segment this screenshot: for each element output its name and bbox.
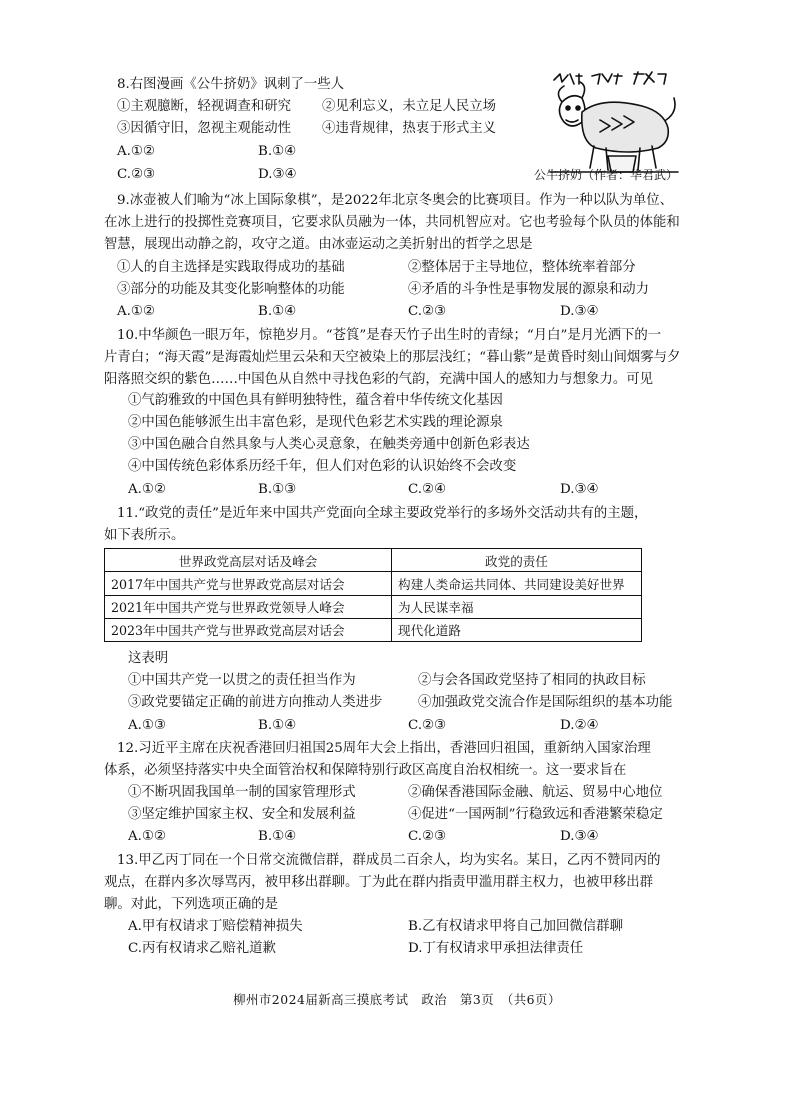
q12-answer-b: B.①④ <box>258 829 297 844</box>
q13-stem-line-3: 聊。对此，下列选项正确的是 <box>104 897 279 912</box>
q12-answer-a: A.①② <box>128 829 166 844</box>
q9-option-4: ④矛盾的斗争性是事物发展的源泉和动力 <box>408 282 650 297</box>
q10-answer-c: C.②④ <box>408 482 447 497</box>
cartoon-image <box>548 68 680 176</box>
q13-option-d: D.丁有权请求甲承担法律责任 <box>408 941 584 956</box>
q9-stem-line-2: 在冰上进行的投掷性竞赛项目，它要求队员融为一体，共同机智应对。它也考验每个队员的体能和 <box>104 215 680 230</box>
q12-stem-line-2: 体系，必须坚持落实中央全面管治权和保障特别行政区高度自治权相统一。这一要求旨在 <box>104 763 627 778</box>
table-header-responsibility: 政党的责任 <box>392 549 642 572</box>
q8-option-2: ②见利忘义，未立足人民立场 <box>322 99 497 114</box>
q10-answer-a: A.①② <box>128 482 166 497</box>
q8-answer-c: C.②③ <box>117 167 156 182</box>
q12-answer-c: C.②③ <box>408 829 447 844</box>
q11-lead: 这表明 <box>128 651 169 666</box>
q11-stem-line-2: 如下表所示。 <box>104 528 185 543</box>
q13-option-a: A.甲有权请求丁赔偿精神损失 <box>128 919 303 934</box>
table-cell: 2021年中国共产党与世界政党领导人峰会 <box>105 595 392 618</box>
q9-option-2: ②整体居于主导地位，整体统率着部分 <box>408 260 636 275</box>
q8-answer-d: D.③④ <box>258 167 297 182</box>
q11-answer-b: B.①④ <box>258 718 297 733</box>
q10-option-1: ①气韵雅致的中国色具有鲜明独特性，蕴含着中华传统文化基因 <box>128 393 503 408</box>
q13-option-c: C.丙有权请求乙赔礼道歉 <box>128 941 276 956</box>
table-cell: 现代化道路 <box>392 618 642 641</box>
q10-option-4: ④中国传统色彩体系历经千年，但人们对色彩的认识始终不会改变 <box>128 459 517 474</box>
q12-stem-line-1: 12.习近平主席在庆祝香港回归祖国25周年大会上指出，香港回归祖国，重新纳入国家治理 <box>117 741 651 756</box>
q9-stem-line-3: 智慧，展现出动静之韵，攻守之道。由冰壶运动之美折射出的哲学之思是 <box>104 237 533 252</box>
table-row <box>105 618 642 641</box>
q11-option-2: ②与会各国政党坚持了相同的执政目标 <box>418 673 646 688</box>
q8-answer-b: B.①④ <box>258 144 297 159</box>
q11-answer-a: A.①③ <box>128 718 166 733</box>
q10-answer-d: D.③④ <box>560 482 599 497</box>
q12-option-4: ④促进“一国两制”行稳致远和香港繁荣稳定 <box>408 807 663 822</box>
q12-option-1: ①不断巩固我国单一制的国家管理形式 <box>128 785 356 800</box>
cartoon-caption: 公牛挤奶（作者：华君武） <box>534 168 679 182</box>
q9-stem-line-1: 9.冰壶被人们喻为“冰上国际象棋”，是2022年北京冬奥会的比赛项目。作为一种以队为单位、 <box>117 193 673 208</box>
q11-option-3: ③政党要锚定正确的前进方向推动人类进步 <box>128 695 383 710</box>
q13-stem-line-1: 13.甲乙丙丁同在一个日常交流微信群，群成员二百余人，均为实名。某日，乙丙不赞同丙的 <box>117 853 661 868</box>
q13-stem-line-2: 观点，在群内多次辱骂丙，被甲移出群聊。丁为此在群内指责甲滥用群主权力，也被甲移出群 <box>104 875 654 890</box>
q10-stem-line-3: 阳落照交织的紫色……中国色从自然中寻找色彩的气韵，充满中国人的感知力与想象力。可见 <box>104 372 654 387</box>
q9-answer-a: A.①② <box>117 304 155 319</box>
q11-option-1: ①中国共产党一以贯之的责任担当作为 <box>128 673 356 688</box>
table-row <box>105 572 642 595</box>
table-header-row <box>105 549 642 572</box>
q9-answer-c: C.②③ <box>408 304 447 319</box>
q11-option-4: ④加强政党交流合作是国际组织的基本功能 <box>418 695 673 710</box>
q12-option-3: ③坚定维护国家主权、安全和发展利益 <box>128 807 356 822</box>
table-cell: 2023年中国共产党与世界政党高层对话会 <box>105 618 392 641</box>
q11-table <box>104 548 642 642</box>
q11-answer-c: C.②③ <box>408 718 447 733</box>
q13-option-b: B.乙有权请求甲将自己加回微信群聊 <box>408 919 623 934</box>
q10-option-3: ③中国色融合自然具象与人类心灵意象，在触类旁通中创新色彩表达 <box>128 437 530 452</box>
q8-option-4: ④违背规律，热衷于形式主义 <box>322 121 497 136</box>
table-row <box>105 595 642 618</box>
q12-option-2: ②确保香港国际金融、航运、贸易中心地位 <box>408 785 663 800</box>
table-header-summit: 世界政党高层对话及峰会 <box>105 549 392 572</box>
q10-stem-line-1: 10.中华颜色一眼万年，惊艳岁月。“苍筤”是春天竹子出生时的青绿；“月白”是月光洒下的一 <box>117 328 662 343</box>
table-cell: 构建人类命运共同体、共同建设美好世界 <box>392 572 642 595</box>
q10-option-2: ②中国色能够派生出丰富色彩，是现代色彩艺术实践的理论源泉 <box>128 415 503 430</box>
q10-answer-b: B.①③ <box>258 482 297 497</box>
q9-option-3: ③部分的功能及其变化影响整体的功能 <box>117 282 345 297</box>
q12-answer-d: D.③④ <box>560 829 599 844</box>
q11-answer-d: D.②④ <box>560 718 599 733</box>
q8-option-1: ①主观臆断，轻视调查和研究 <box>117 99 292 114</box>
q9-answer-d: D.③④ <box>560 304 599 319</box>
table-cell: 为人民谋幸福 <box>392 595 642 618</box>
q8-stem: 8.右图漫画《公牛挤奶》讽刺了一些人 <box>117 77 345 92</box>
q8-answer-a: A.①② <box>117 144 155 159</box>
page-footer: 柳州市2024届新高三摸底考试 政治 第3页 （共6页） <box>233 992 561 1007</box>
table-cell: 2017年中国共产党与世界政党高层对话会 <box>105 572 392 595</box>
q11-stem-line-1: 11.“政党的责任”是近年来中国共产党面向全球主要政党举行的多场外交活动共有的主题， <box>117 506 648 521</box>
q9-option-1: ①人的自主选择是实践取得成功的基础 <box>117 260 345 275</box>
q9-answer-b: B.①④ <box>258 304 297 319</box>
q10-stem-line-2: 片青白；“海天霞”是海霞灿烂里云朵和天空被染上的那层浅红；“暮山紫”是黄昏时刻山间烟雾与夕 <box>104 350 681 365</box>
q8-option-3: ③因循守旧，忽视主观能动性 <box>117 121 292 136</box>
